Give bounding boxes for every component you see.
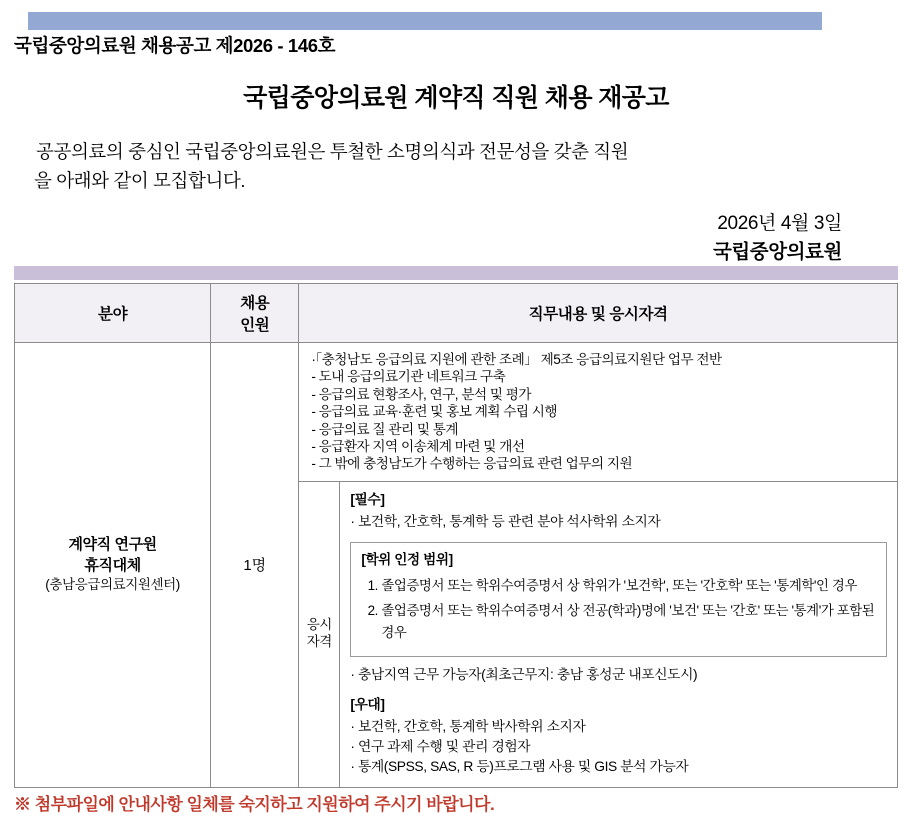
recruitment-table [14, 283, 898, 788]
field-name: 계약직 연구원 [68, 536, 157, 554]
duty-cell [299, 343, 898, 788]
header-count-line1: 채용 [240, 295, 270, 312]
intro-line-2: 을 아래와 같이 모집합니다. [34, 169, 246, 191]
degree-scope-list [361, 575, 876, 643]
duty-item: - 도내 응급의료기관 네트워크 구축 [311, 369, 506, 385]
degree-scope-item: 2. 졸업증명서 또는 학위수여증명서 상 전공(학과)명에 '보건' 또는 '간호' 또는 '통계'가 포함된 경우 [381, 600, 876, 643]
page-title: 국립중앙의료원 계약직 직원 채용 재공고 [243, 84, 669, 112]
required-item: · 보건학, 간호학, 통계학 등 관련 분야 석사학위 소지자 [350, 513, 661, 529]
header-duty: 직무내용 및 응시자격 [299, 284, 898, 343]
qualification-body [340, 482, 897, 787]
notice-date: 2026년 4월 3일 [717, 213, 842, 234]
duty-item: ·「충청남도 응급의료 지원에 관한 조례」 제5조 응급의료지원단 업무 전반 [311, 352, 722, 367]
section-divider-bar [14, 266, 898, 280]
header-field: 분야 [15, 284, 211, 343]
required-header: [필수] [350, 491, 385, 507]
degree-scope-item: 1. 졸업증명서 또는 학위수여증명서 상 학위가 '보건학', 또는 '간호학' 또는 '통계학'인 경우 [381, 575, 876, 597]
preferred-item: · 통계(SPSS, SAS, R 등)프로그램 사용 및 GIS 분석 가능자 [350, 758, 689, 774]
duty-item: - 응급의료 현황조사, 연구, 분석 및 평가 [311, 386, 532, 402]
table-row [15, 343, 898, 788]
top-decorative-bar [28, 12, 822, 30]
duty-item: - 응급환자 지역 이송체계 마련 및 개선 [311, 438, 525, 454]
duty-item: - 응급의료 교육·훈련 및 홍보 계획 수립 시행 [311, 404, 558, 420]
qualification-label-line1: 응시 [306, 617, 332, 633]
qualification-section [299, 482, 897, 787]
qualification-label-line2: 자격 [306, 634, 332, 650]
table-header-row [15, 284, 898, 343]
qualification-label [299, 482, 340, 787]
field-name-2: 휴직대체 [84, 556, 141, 574]
preferred-item: · 보건학, 간호학, 통계학 박사학위 소지자 [350, 718, 586, 734]
notice-number: 국립중앙의료원 채용공고 제2026 - 146호 [14, 35, 336, 56]
preferred-item: · 연구 과제 수행 및 관리 경험자 [350, 738, 531, 754]
field-cell [15, 343, 211, 788]
duty-description-list [299, 343, 897, 482]
field-subtitle: (충남응급의료지원센터) [45, 576, 180, 592]
intro-paragraph [36, 138, 836, 195]
duty-item: - 응급의료 질 관리 및 통계 [311, 421, 459, 437]
region-requirement: · 충남지역 근무 가능자(최초근무지: 충남 홍성군 내포신도시) [350, 666, 698, 682]
count-cell: 1명 [211, 343, 299, 788]
footer-note: ※ 첨부파일에 안내사항 일체를 숙지하고 지원하여 주시기 바랍니다. [14, 795, 495, 814]
header-count [211, 284, 299, 343]
duty-item: - 그 밖에 충청남도가 수행하는 응급의료 관련 업무의 지원 [311, 456, 633, 472]
degree-scope-box [350, 542, 887, 657]
header-count-line2: 인원 [240, 317, 270, 334]
intro-line-1: 공공의료의 중심인 국립중앙의료원은 투철한 소명의식과 전문성을 갖춘 직원 [36, 141, 629, 162]
preferred-header: [우대] [350, 696, 385, 712]
organization-name: 국립중앙의료원 [712, 241, 842, 263]
degree-scope-title: [학위 인정 범위] [361, 551, 453, 567]
